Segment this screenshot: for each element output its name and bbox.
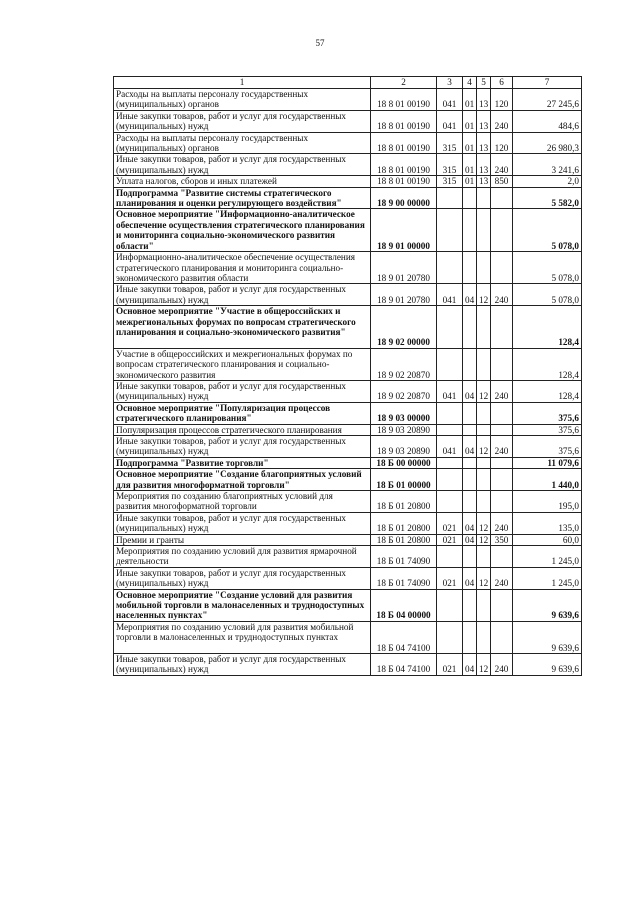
- row-code-cell: 18 9 03 20890: [371, 435, 437, 457]
- row-admin-cell: [437, 252, 463, 284]
- row-admin-cell: 041: [437, 110, 463, 132]
- row-expense-type-cell: [491, 621, 513, 653]
- row-expense-type-cell: [491, 209, 513, 252]
- row-subsection-cell: [477, 187, 491, 209]
- header-cell: 2: [371, 77, 437, 89]
- row-subsection-cell: 13: [477, 154, 491, 176]
- table-row: [114, 435, 582, 457]
- row-code-cell: 18 Б 01 20800: [371, 512, 437, 534]
- table-row: [114, 306, 582, 349]
- row-admin-cell: [437, 621, 463, 653]
- row-admin-cell: 315: [437, 132, 463, 154]
- row-admin-cell: [437, 348, 463, 380]
- row-code-cell: 18 9 01 20780: [371, 252, 437, 284]
- row-expense-type-cell: [491, 402, 513, 424]
- row-subsection-cell: [477, 457, 491, 468]
- row-code-cell: 18 8 01 00190: [371, 176, 437, 187]
- table-row: [114, 402, 582, 424]
- table-row: [114, 110, 582, 132]
- row-code-cell: 18 Б 01 00000: [371, 469, 437, 491]
- row-name-cell: Расходы на выплаты персоналу государственных (муниципальных) органов: [114, 89, 371, 111]
- table-row: [114, 187, 582, 209]
- table-row: [114, 176, 582, 187]
- row-sum-cell: 135,0: [513, 512, 582, 534]
- budget-table: [113, 76, 582, 676]
- row-section-cell: 01: [463, 89, 477, 111]
- table-row: [114, 469, 582, 491]
- row-subsection-cell: [477, 589, 491, 621]
- row-subsection-cell: 13: [477, 176, 491, 187]
- row-sum-cell: 128,4: [513, 348, 582, 380]
- row-expense-type-cell: [491, 306, 513, 349]
- row-subsection-cell: [477, 621, 491, 653]
- row-section-cell: [463, 306, 477, 349]
- row-sum-cell: 1 245,0: [513, 546, 582, 568]
- row-code-cell: 18 9 01 20780: [371, 284, 437, 306]
- row-expense-type-cell: [491, 469, 513, 491]
- row-section-cell: 04: [463, 512, 477, 534]
- header-cell: 3: [437, 77, 463, 89]
- row-name-cell: Основное мероприятие "Популяризация процессов стратегического планирования": [114, 402, 371, 424]
- row-section-cell: [463, 402, 477, 424]
- row-expense-type-cell: [491, 187, 513, 209]
- row-admin-cell: [437, 209, 463, 252]
- row-sum-cell: 1 440,0: [513, 469, 582, 491]
- row-code-cell: 18 Б 01 74090: [371, 546, 437, 568]
- table-row: [114, 512, 582, 534]
- table-row: [114, 491, 582, 513]
- row-code-cell: 18 Б 04 74100: [371, 654, 437, 676]
- page-number: 57: [315, 38, 325, 48]
- table-row: [114, 567, 582, 589]
- row-section-cell: [463, 469, 477, 491]
- row-section-cell: [463, 424, 477, 435]
- row-subsection-cell: [477, 402, 491, 424]
- table-row: [114, 89, 582, 111]
- row-admin-cell: 315: [437, 154, 463, 176]
- table-row: [114, 534, 582, 545]
- row-admin-cell: [437, 306, 463, 349]
- row-sum-cell: 5 078,0: [513, 209, 582, 252]
- row-admin-cell: 041: [437, 380, 463, 402]
- row-sum-cell: 27 245,6: [513, 89, 582, 111]
- row-subsection-cell: [477, 546, 491, 568]
- table-row: [114, 348, 582, 380]
- table-row: [114, 154, 582, 176]
- table-row: [114, 621, 582, 653]
- row-code-cell: 18 Б 00 00000: [371, 457, 437, 468]
- header-cell: 7: [513, 77, 582, 89]
- row-section-cell: 04: [463, 567, 477, 589]
- row-expense-type-cell: [491, 252, 513, 284]
- row-section-cell: [463, 589, 477, 621]
- row-code-cell: 18 Б 01 20800: [371, 534, 437, 545]
- row-subsection-cell: [477, 491, 491, 513]
- row-name-cell: Популяризация процессов стратегического планирования: [114, 424, 371, 435]
- row-admin-cell: [437, 402, 463, 424]
- row-subsection-cell: 12: [477, 654, 491, 676]
- row-name-cell: Иные закупки товаров, работ и услуг для государственных (муниципальных) нужд: [114, 284, 371, 306]
- row-code-cell: 18 8 01 00190: [371, 110, 437, 132]
- header-cell: 1: [114, 77, 371, 89]
- row-name-cell: Подпрограмма "Развитие торговли": [114, 457, 371, 468]
- row-section-cell: 01: [463, 132, 477, 154]
- row-admin-cell: [437, 546, 463, 568]
- row-sum-cell: 128,4: [513, 306, 582, 349]
- row-name-cell: Участие в общероссийских и межрегиональных форумах по вопросам стратегического планирования и социально-экономического развития: [114, 348, 371, 380]
- row-sum-cell: 9 639,6: [513, 621, 582, 653]
- row-admin-cell: 021: [437, 534, 463, 545]
- row-expense-type-cell: [491, 457, 513, 468]
- row-expense-type-cell: 120: [491, 89, 513, 111]
- row-name-cell: Мероприятия по созданию условий для развития мобильной торговли в малонаселенных и труднодоступных пунктах: [114, 621, 371, 653]
- row-sum-cell: 375,6: [513, 435, 582, 457]
- row-sum-cell: 5 582,0: [513, 187, 582, 209]
- row-code-cell: 18 Б 01 74090: [371, 567, 437, 589]
- table-header-row: [114, 77, 582, 89]
- table-row: [114, 457, 582, 468]
- row-code-cell: 18 9 00 00000: [371, 187, 437, 209]
- table-row: [114, 209, 582, 252]
- row-section-cell: 04: [463, 654, 477, 676]
- row-code-cell: 18 9 02 20870: [371, 348, 437, 380]
- row-sum-cell: 5 078,0: [513, 284, 582, 306]
- row-subsection-cell: [477, 348, 491, 380]
- row-section-cell: [463, 621, 477, 653]
- row-subsection-cell: [477, 306, 491, 349]
- row-name-cell: Основное мероприятие "Создание условий для развития мобильной торговли в малонаселенных и труднодоступных населенных пунктах": [114, 589, 371, 621]
- table-row: [114, 654, 582, 676]
- row-sum-cell: 26 980,3: [513, 132, 582, 154]
- row-admin-cell: 041: [437, 89, 463, 111]
- row-name-cell: Мероприятия по созданию благоприятных условий для развития многоформатной торговли: [114, 491, 371, 513]
- row-subsection-cell: 13: [477, 132, 491, 154]
- row-subsection-cell: 12: [477, 284, 491, 306]
- row-subsection-cell: [477, 469, 491, 491]
- row-code-cell: 18 Б 04 00000: [371, 589, 437, 621]
- row-expense-type-cell: [491, 589, 513, 621]
- row-name-cell: Основное мероприятие "Создание благоприятных условий для развития многоформатной торговли": [114, 469, 371, 491]
- row-section-cell: 04: [463, 284, 477, 306]
- row-section-cell: 04: [463, 435, 477, 457]
- row-name-cell: Информационно-аналитическое обеспечение осуществления стратегического планирования и мониторинга социально-экономического развития области: [114, 252, 371, 284]
- row-expense-type-cell: 240: [491, 380, 513, 402]
- header-cell: 5: [477, 77, 491, 89]
- row-name-cell: Иные закупки товаров, работ и услуг для государственных (муниципальных) нужд: [114, 435, 371, 457]
- row-section-cell: 01: [463, 176, 477, 187]
- row-section-cell: 04: [463, 380, 477, 402]
- row-name-cell: Расходы на выплаты персоналу государственных (муниципальных) органов: [114, 132, 371, 154]
- row-expense-type-cell: [491, 491, 513, 513]
- row-section-cell: [463, 348, 477, 380]
- row-expense-type-cell: 240: [491, 435, 513, 457]
- row-name-cell: Иные закупки товаров, работ и услуг для государственных (муниципальных) нужд: [114, 154, 371, 176]
- row-sum-cell: 1 245,0: [513, 567, 582, 589]
- row-code-cell: 18 Б 01 20800: [371, 491, 437, 513]
- row-sum-cell: 2,0: [513, 176, 582, 187]
- row-subsection-cell: [477, 252, 491, 284]
- row-code-cell: 18 9 02 20870: [371, 380, 437, 402]
- row-name-cell: Иные закупки товаров, работ и услуг для государственных (муниципальных) нужд: [114, 654, 371, 676]
- row-admin-cell: 021: [437, 654, 463, 676]
- row-code-cell: 18 8 01 00190: [371, 89, 437, 111]
- row-sum-cell: 484,6: [513, 110, 582, 132]
- row-sum-cell: 3 241,6: [513, 154, 582, 176]
- row-expense-type-cell: 850: [491, 176, 513, 187]
- row-expense-type-cell: 240: [491, 284, 513, 306]
- row-expense-type-cell: [491, 546, 513, 568]
- row-subsection-cell: [477, 424, 491, 435]
- table-row: [114, 424, 582, 435]
- table-row: [114, 589, 582, 621]
- row-admin-cell: [437, 424, 463, 435]
- row-admin-cell: 315: [437, 176, 463, 187]
- row-admin-cell: 041: [437, 435, 463, 457]
- table-row: [114, 284, 582, 306]
- row-section-cell: [463, 209, 477, 252]
- row-expense-type-cell: 240: [491, 512, 513, 534]
- row-code-cell: 18 Б 04 74100: [371, 621, 437, 653]
- row-section-cell: 01: [463, 110, 477, 132]
- row-admin-cell: 021: [437, 512, 463, 534]
- row-section-cell: [463, 491, 477, 513]
- row-sum-cell: 5 078,0: [513, 252, 582, 284]
- row-subsection-cell: 13: [477, 110, 491, 132]
- row-sum-cell: 11 079,6: [513, 457, 582, 468]
- table-row: [114, 380, 582, 402]
- row-expense-type-cell: [491, 348, 513, 380]
- row-sum-cell: 375,6: [513, 402, 582, 424]
- row-name-cell: Основное мероприятие "Участие в общероссийских и межрегиональных форумах по вопросам стратегического планирования и социально-экономического развития": [114, 306, 371, 349]
- row-expense-type-cell: 240: [491, 154, 513, 176]
- table-row: [114, 252, 582, 284]
- row-section-cell: 01: [463, 154, 477, 176]
- row-expense-type-cell: 350: [491, 534, 513, 545]
- row-subsection-cell: 12: [477, 435, 491, 457]
- row-code-cell: 18 8 01 00190: [371, 132, 437, 154]
- table-row: [114, 546, 582, 568]
- row-name-cell: Мероприятия по созданию условий для развития ярмарочной деятельности: [114, 546, 371, 568]
- row-sum-cell: 9 639,6: [513, 654, 582, 676]
- row-subsection-cell: 13: [477, 89, 491, 111]
- row-admin-cell: [437, 491, 463, 513]
- row-admin-cell: [437, 589, 463, 621]
- row-sum-cell: 128,4: [513, 380, 582, 402]
- row-sum-cell: 195,0: [513, 491, 582, 513]
- row-expense-type-cell: [491, 424, 513, 435]
- row-section-cell: 04: [463, 534, 477, 545]
- row-expense-type-cell: 240: [491, 110, 513, 132]
- row-section-cell: [463, 457, 477, 468]
- row-subsection-cell: 12: [477, 380, 491, 402]
- row-section-cell: [463, 252, 477, 284]
- row-code-cell: 18 8 01 00190: [371, 154, 437, 176]
- row-name-cell: Премии и гранты: [114, 534, 371, 545]
- header-cell: 4: [463, 77, 477, 89]
- row-sum-cell: 9 639,6: [513, 589, 582, 621]
- row-subsection-cell: 12: [477, 534, 491, 545]
- table-row: [114, 132, 582, 154]
- row-sum-cell: 375,6: [513, 424, 582, 435]
- row-section-cell: [463, 546, 477, 568]
- row-name-cell: Подпрограмма "Развитие системы стратегического планирования и оценки регулирующего воздействия": [114, 187, 371, 209]
- row-expense-type-cell: 240: [491, 654, 513, 676]
- row-subsection-cell: [477, 209, 491, 252]
- row-name-cell: Иные закупки товаров, работ и услуг для государственных (муниципальных) нужд: [114, 110, 371, 132]
- row-expense-type-cell: 240: [491, 567, 513, 589]
- row-admin-cell: [437, 469, 463, 491]
- row-code-cell: 18 9 03 20890: [371, 424, 437, 435]
- row-expense-type-cell: 120: [491, 132, 513, 154]
- row-section-cell: [463, 187, 477, 209]
- header-cell: 6: [491, 77, 513, 89]
- row-admin-cell: 041: [437, 284, 463, 306]
- row-code-cell: 18 9 02 00000: [371, 306, 437, 349]
- row-admin-cell: 021: [437, 567, 463, 589]
- row-subsection-cell: 12: [477, 512, 491, 534]
- row-name-cell: Иные закупки товаров, работ и услуг для государственных (муниципальных) нужд: [114, 567, 371, 589]
- row-name-cell: Основное мероприятие "Информационно-аналитическое обеспечение осуществления стратегического планирования и мониторинга социально-экономического развития области": [114, 209, 371, 252]
- row-code-cell: 18 9 03 00000: [371, 402, 437, 424]
- row-name-cell: Иные закупки товаров, работ и услуг для государственных (муниципальных) нужд: [114, 380, 371, 402]
- row-sum-cell: 60,0: [513, 534, 582, 545]
- row-admin-cell: [437, 457, 463, 468]
- row-name-cell: Уплата налогов, сборов и иных платежей: [114, 176, 371, 187]
- row-admin-cell: [437, 187, 463, 209]
- row-name-cell: Иные закупки товаров, работ и услуг для государственных (муниципальных) нужд: [114, 512, 371, 534]
- row-subsection-cell: 12: [477, 567, 491, 589]
- row-code-cell: 18 9 01 00000: [371, 209, 437, 252]
